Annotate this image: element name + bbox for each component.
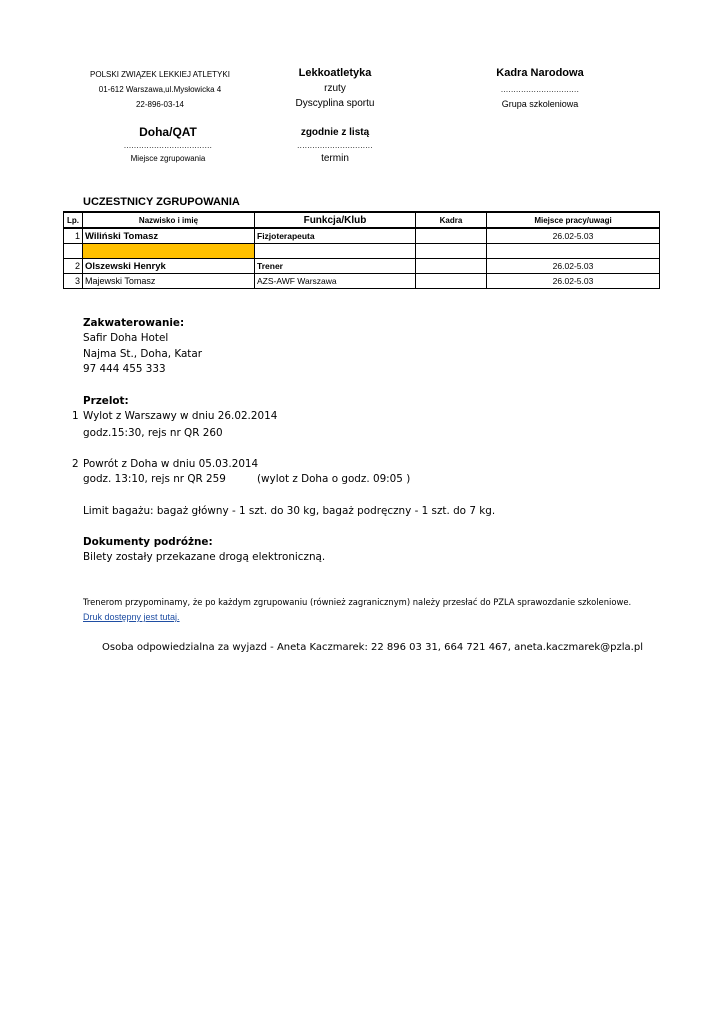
documents-heading: Dokumenty podróżne: xyxy=(83,536,213,548)
documents-text: Bilety zostały przekazane drogą elektroniczną. xyxy=(83,551,326,563)
row-notes: 26.02-5.03 xyxy=(487,228,660,244)
contact-person: Osoba odpowiedzialna za wyjazd - Aneta Kaczmarek: 22 896 03 31, 664 721 467, aneta.kaczmarek@pzla.pl xyxy=(102,642,643,653)
col-role: Funkcja/Klub xyxy=(255,212,416,228)
place-label: Miejsce zgrupowania xyxy=(130,154,206,163)
flight-outbound-details: godz.15:30, rejs nr QR 260 xyxy=(83,427,223,439)
row-kadra xyxy=(416,259,487,274)
row-lp: 3 xyxy=(64,274,83,289)
form-download-link[interactable]: Druk dostępny jest tutaj. xyxy=(83,612,180,622)
row-role: Fizjoterapeuta xyxy=(255,228,416,244)
row-role: Trener xyxy=(255,259,416,274)
row-notes xyxy=(487,244,660,259)
col-notes: Miejsce pracy/uwagi xyxy=(487,212,660,228)
org-phone: 22-896-03-14 xyxy=(135,100,185,109)
row-lp xyxy=(64,244,83,259)
col-kadra: Kadra xyxy=(416,212,487,228)
flight-heading: Przelot: xyxy=(83,395,129,407)
accommodation-heading: Zakwaterowanie: xyxy=(83,317,185,329)
row-kadra xyxy=(416,274,487,289)
org-name: POLSKI ZWIĄZEK LEKKIEJ ATLETYKI xyxy=(90,70,230,79)
row-kadra xyxy=(416,228,487,244)
table-header-row xyxy=(64,212,660,228)
row-lp: 1 xyxy=(64,228,83,244)
table-row xyxy=(64,228,660,244)
row-role: AZS-AWF Warszawa xyxy=(255,274,416,289)
accommodation-hotel: Safir Doha Hotel xyxy=(83,332,169,344)
row-name-highlighted xyxy=(83,244,255,259)
row-role xyxy=(255,244,416,259)
participants-table xyxy=(63,211,660,289)
row-name: Majewski Tomasz xyxy=(83,274,255,289)
row-lp: 2 xyxy=(64,259,83,274)
term-value: zgodnie z listą xyxy=(300,127,370,138)
accommodation-phone: 97 444 455 333 xyxy=(83,363,166,375)
discipline-value: rzuty xyxy=(324,83,346,94)
row-notes: 26.02-5.03 xyxy=(487,259,660,274)
reminder-text: Trenerom przypominamy, że po każdym zgrupowaniu (również zagranicznym) należy przesłać do PZLA sprawozdanie szkoleniowe. xyxy=(83,597,632,607)
participants-title: UCZESTNICY ZGRUPOWANIA xyxy=(83,196,240,208)
flight-outbound: Wylot z Warszawy w dniu 26.02.2014 xyxy=(83,410,278,422)
discipline-title: Lekkoatletyka xyxy=(298,67,372,79)
table-row xyxy=(64,259,660,274)
baggage-limit: Limit bagażu: bagaż główny - 1 szt. do 30 kg, bagaż podręczny - 1 szt. do 7 kg. xyxy=(83,505,496,517)
term-dots: .............................. xyxy=(297,141,373,150)
flight-return-note: (wylot z Doha o godz. 09:05 ) xyxy=(257,473,411,485)
place-dots: ................................... xyxy=(123,141,213,150)
org-address: 01-612 Warszawa,ul.Mysłowicka 4 xyxy=(98,85,222,94)
group-label: Grupa szkoleniowa xyxy=(501,99,579,109)
row-name: Olszewski Henryk xyxy=(83,259,255,274)
row-kadra xyxy=(416,244,487,259)
group-title: Kadra Narodowa xyxy=(496,67,584,79)
accommodation-address: Najma St., Doha, Katar xyxy=(83,348,203,360)
discipline-label: Dyscyplina sportu xyxy=(295,98,375,109)
flight-return: Powrót z Doha w dniu 05.03.2014 xyxy=(83,458,259,470)
place-value: Doha/QAT xyxy=(139,125,197,139)
table-row xyxy=(64,274,660,289)
flight-item-num: 1 xyxy=(72,410,79,422)
term-label: termin xyxy=(321,153,349,164)
flight-item-num: 2 xyxy=(72,458,79,470)
row-name: Wiliński Tomasz xyxy=(83,228,255,244)
group-dots: ............................... xyxy=(500,85,580,94)
col-name: Nazwisko i imię xyxy=(83,212,255,228)
col-lp: Lp. xyxy=(64,212,83,228)
row-notes: 26.02-5.03 xyxy=(487,274,660,289)
flight-return-details: godz. 13:10, rejs nr QR 259 xyxy=(83,473,226,485)
table-row xyxy=(64,244,660,259)
